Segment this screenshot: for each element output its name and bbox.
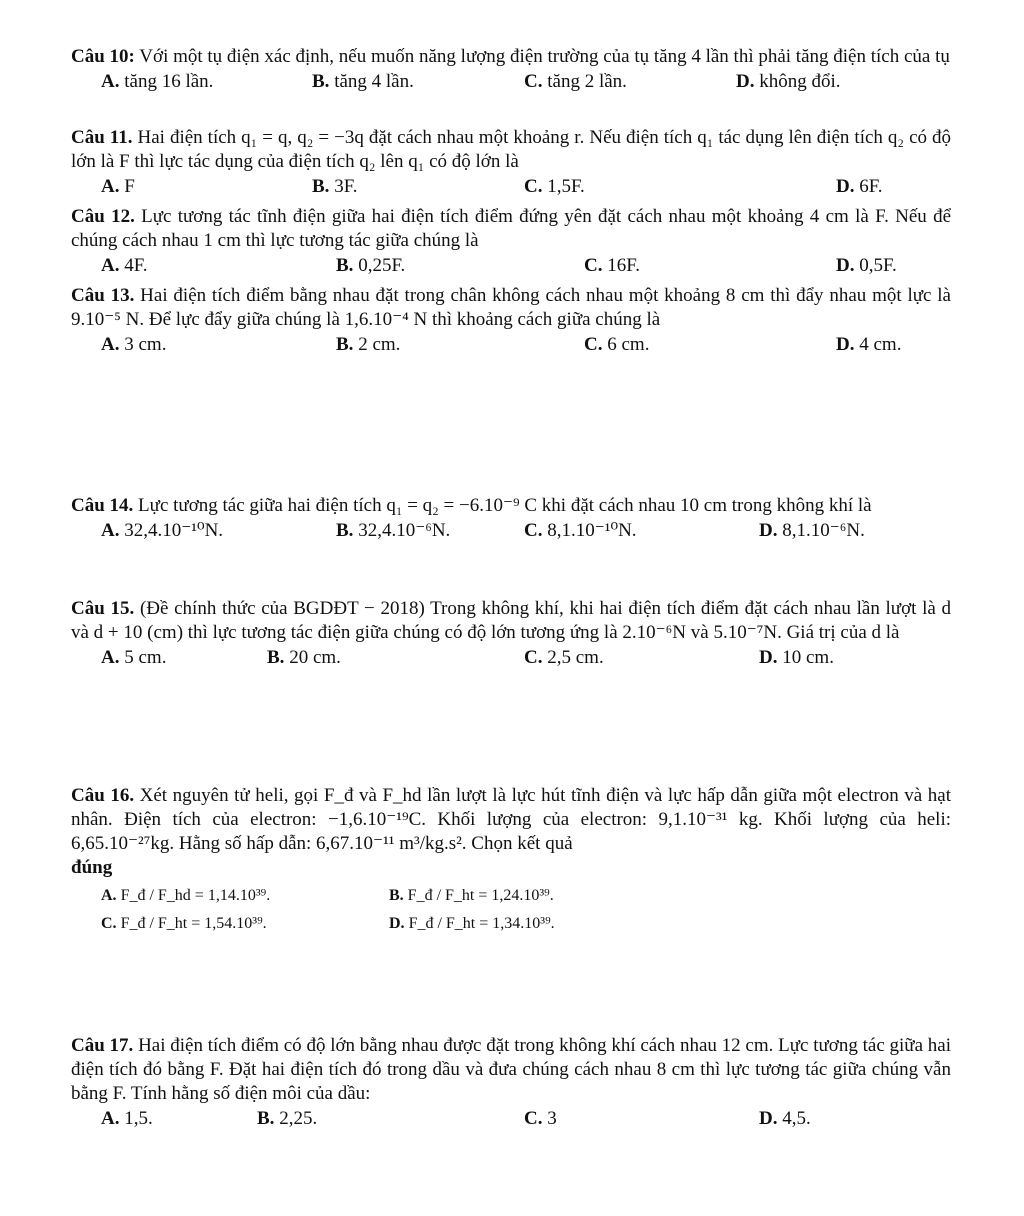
question-17 xyxy=(71,1034,951,1131)
option-a[interactable]: A. 3 cm. xyxy=(101,334,167,355)
option-d[interactable]: D. 0,5F. xyxy=(836,255,897,276)
options-row xyxy=(71,70,951,94)
question-label: Câu 16. xyxy=(71,785,135,806)
options-row xyxy=(71,333,951,357)
question-text: Xét nguyên tử heli, gọi F_đ và F_hd lần lượt là lực hút tĩnh điện và lực hấp dẫn giữa một electron và hạt nhân. Điện tích của electron: −1,6.10⁻¹⁹C. Khối lượng của electron: 9,1.10⁻³¹ kg. Khối lượng của heli: 6,65.10⁻²⁷kg. Hằng số hấp dẫn: 6,67.10⁻¹¹ m³/kg.s². Chọn kết quả xyxy=(71,785,951,854)
option-b[interactable]: B. tăng 4 lần. xyxy=(312,71,414,92)
option-c[interactable]: C. tăng 2 lần. xyxy=(524,71,627,92)
question-stem xyxy=(71,784,951,880)
option-b[interactable]: B. 3F. xyxy=(312,176,358,197)
option-c[interactable]: C. 8,1.10⁻¹⁰N. xyxy=(524,520,637,541)
option-d[interactable]: D. 6F. xyxy=(836,176,883,197)
option-c[interactable]: C. 2,5 cm. xyxy=(524,647,604,668)
options-row xyxy=(71,519,951,543)
option-a[interactable]: A. 4F. xyxy=(101,255,148,276)
option-a[interactable]: A. 5 cm. xyxy=(101,647,167,668)
options-row xyxy=(71,880,951,910)
question-stem xyxy=(71,494,951,518)
option-d[interactable]: D. F_đ / F_ht = 1,34.10³⁹. xyxy=(389,915,555,932)
option-b[interactable]: B. 2 cm. xyxy=(336,334,401,355)
question-label: Câu 14. xyxy=(71,495,134,516)
question-stem xyxy=(71,597,951,645)
option-a[interactable]: A. tăng 16 lần. xyxy=(101,71,214,92)
question-text: (Đề chính thức của BGDĐT − 2018) Trong không khí, khi hai điện tích điểm đặt cách nhau lần lượt là d và d + 10 (cm) thì lực tương tác điện giữa chúng có độ lớn tương ứng là 2.10⁻⁶N và 5.10⁻⁷N. Giá trị của d là xyxy=(71,598,952,643)
option-d[interactable]: D. 4 cm. xyxy=(836,334,902,355)
option-d[interactable]: D. không đổi. xyxy=(736,71,841,92)
options-row xyxy=(71,175,951,199)
option-c[interactable]: C. F_đ / F_ht = 1,54.10³⁹. xyxy=(101,915,267,932)
question-label: Câu 10: xyxy=(71,46,135,67)
question-14 xyxy=(71,494,951,543)
option-c[interactable]: C. 6 cm. xyxy=(584,334,650,355)
option-c[interactable]: C. 1,5F. xyxy=(524,176,585,197)
question-11 xyxy=(71,126,951,199)
question-label: Câu 13. xyxy=(71,285,135,306)
question-text: Hai điện tích điểm có độ lớn bằng nhau được đặt trong không khí cách nhau 12 cm. Lực tương tác giữa hai điện tích đó bằng F. Đặt hai điện tích đó trong dầu và đưa chúng cách nhau 8 cm thì lực tương tác giữa chúng vẫn bằng F. Tính hằng số điện môi của dầu: xyxy=(71,1035,951,1104)
question-text-bold: đúng xyxy=(71,857,113,878)
option-a[interactable]: A. F_đ / F_hd = 1,14.10³⁹. xyxy=(101,887,271,904)
question-15 xyxy=(71,597,951,670)
question-stem xyxy=(71,126,951,174)
question-text: Lực tương tác tĩnh điện giữa hai điện tích điểm đứng yên đặt cách nhau một khoảng 4 cm là F. Nếu để chúng cách nhau 1 cm thì lực tương tác giữa chúng là xyxy=(71,206,952,251)
question-16 xyxy=(71,784,951,940)
question-12 xyxy=(71,205,951,278)
question-label: Câu 15. xyxy=(71,598,135,619)
question-stem xyxy=(71,284,951,332)
option-b[interactable]: B. F_đ / F_ht = 1,24.10³⁹. xyxy=(389,887,554,904)
question-label: Câu 12. xyxy=(71,206,135,227)
option-a[interactable]: A. 32,4.10⁻¹⁰N. xyxy=(101,520,224,541)
option-d[interactable]: D. 8,1.10⁻⁶N. xyxy=(759,520,865,541)
option-b[interactable]: B. 32,4.10⁻⁶N. xyxy=(336,520,451,541)
option-b[interactable]: B. 20 cm. xyxy=(267,647,341,668)
options-row xyxy=(71,254,951,278)
option-c[interactable]: C. 16F. xyxy=(584,255,641,276)
question-text: Lực tương tác giữa hai điện tích q₁ = q₂ = −6.10⁻⁹ C khi đặt cách nhau 10 cm trong không khí là xyxy=(138,495,872,516)
option-a[interactable]: A. F xyxy=(101,176,135,197)
option-c[interactable]: C. 3 xyxy=(524,1108,557,1129)
question-label: Câu 17. xyxy=(71,1035,134,1056)
question-label: Câu 11. xyxy=(71,127,133,148)
option-b[interactable]: B. 0,25F. xyxy=(336,255,406,276)
question-stem xyxy=(71,45,951,69)
question-text: Hai điện tích điểm bằng nhau đặt trong chân không cách nhau một khoảng 8 cm thì đẩy nhau một lực là 9.10⁻⁵ N. Để lực đẩy giữa chúng là 1,6.10⁻⁴ N thì khoảng cách giữa chúng là xyxy=(71,285,951,330)
option-d[interactable]: D. 4,5. xyxy=(759,1108,811,1129)
options-row xyxy=(71,646,951,670)
question-text: Hai điện tích q₁ = q, q₂ = −3q đặt cách nhau một khoảng r. Nếu điện tích q₁ tác dụng lên điện tích q₂ có độ lớn là F thì lực tác dụng của điện tích q₂ lên q₁ có độ lớn là xyxy=(71,127,952,172)
options-row xyxy=(71,1107,951,1131)
option-a[interactable]: A. 1,5. xyxy=(101,1108,153,1129)
question-10 xyxy=(71,45,951,94)
question-stem xyxy=(71,205,951,253)
question-text: Với một tụ điện xác định, nếu muốn năng lượng điện trường của tụ tăng 4 lần thì phải tăng điện tích của tụ xyxy=(139,46,950,67)
option-d[interactable]: D. 10 cm. xyxy=(759,647,834,668)
question-13 xyxy=(71,284,951,357)
option-b[interactable]: B. 2,25. xyxy=(257,1108,318,1129)
question-stem xyxy=(71,1034,951,1106)
options-row xyxy=(71,910,951,940)
